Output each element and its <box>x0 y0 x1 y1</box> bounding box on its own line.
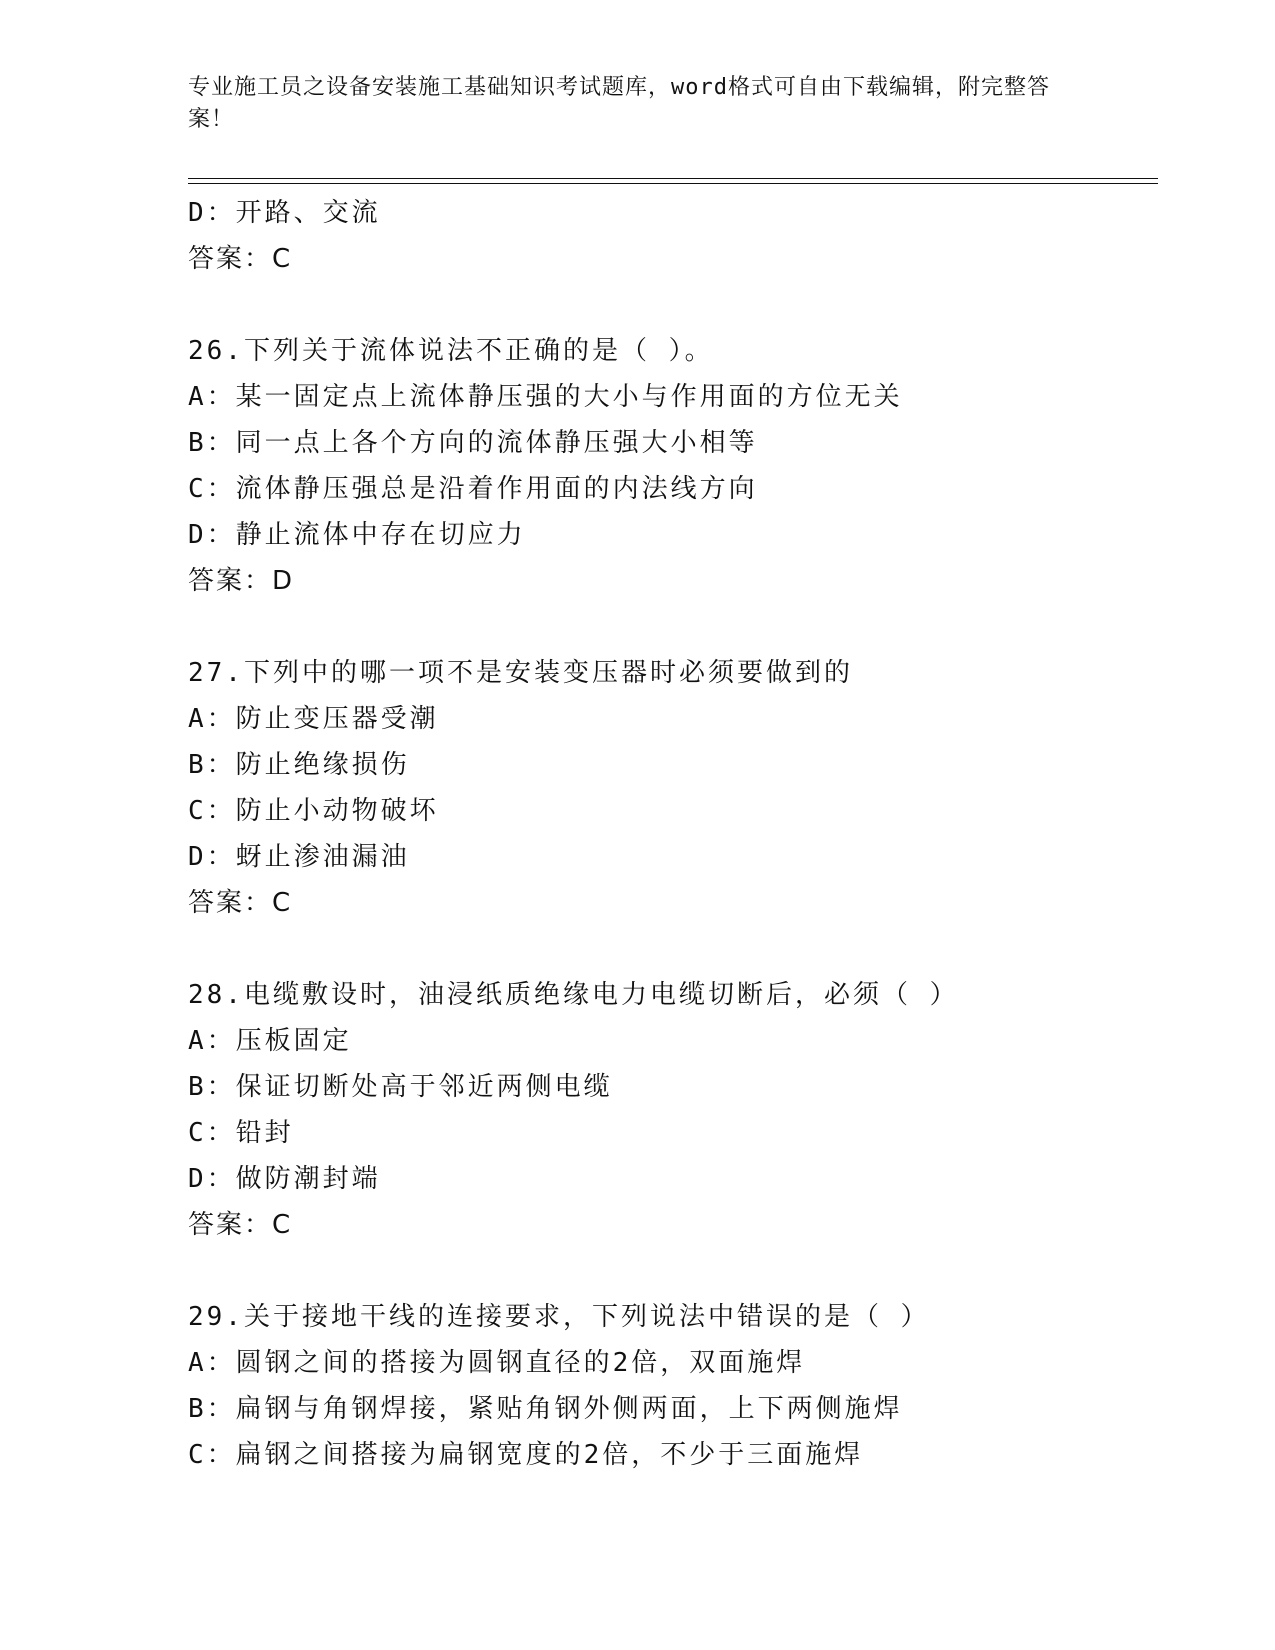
question-stem: 27.下列中的哪一项不是安装变压器时必须要做到的 <box>188 658 853 688</box>
option-line: C：铅封 <box>188 1118 294 1148</box>
question-29 <box>188 1294 1168 1478</box>
option-line: C：防止小动物破坏 <box>188 796 439 826</box>
answer-line: 答案：D <box>188 566 295 596</box>
spacer <box>188 1248 1168 1294</box>
answer-line: 答案：C <box>188 244 293 274</box>
option-line: A：某一固定点上流体静压强的大小与作用面的方位无关 <box>188 382 903 412</box>
option-line: D：做防潮封端 <box>188 1164 381 1194</box>
answer-line: 答案：C <box>188 888 293 918</box>
spacer <box>188 282 1168 328</box>
option-line: A：压板固定 <box>188 1026 352 1056</box>
option-line: B：保证切断处高于邻近两侧电缆 <box>188 1072 613 1102</box>
spacer <box>188 604 1168 650</box>
question-28 <box>188 972 1168 1248</box>
option-line: A：防止变压器受潮 <box>188 704 439 734</box>
document-header: 专业施工员之设备安装施工基础知识考试题库，word格式可自由下载编辑，附完整答案！ <box>188 75 1050 132</box>
question-list <box>188 190 1168 1478</box>
header-divider-bottom <box>188 183 1158 184</box>
answer-line: 答案：C <box>188 1210 293 1240</box>
header-divider-top <box>188 178 1158 179</box>
option-line: B：同一点上各个方向的流体静压强大小相等 <box>188 428 758 458</box>
spacer <box>188 926 1168 972</box>
option-line: B：防止绝缘损伤 <box>188 750 410 780</box>
option-line: D：蚜止渗油漏油 <box>188 842 410 872</box>
question-26 <box>188 328 1168 604</box>
question-27 <box>188 650 1168 926</box>
option-line: C：流体静压强总是沿着作用面的内法线方向 <box>188 474 758 504</box>
option-line: D：静止流体中存在切应力 <box>188 520 526 550</box>
option-line: A：圆钢之间的搭接为圆钢直径的2倍，双面施焊 <box>188 1348 806 1378</box>
question-stem: 29.关于接地干线的连接要求，下列说法中错误的是（ ） <box>188 1302 930 1332</box>
option-line: C：扁钢之间搭接为扁钢宽度的2倍，不少于三面施焊 <box>188 1440 864 1470</box>
question-stem: 28.电缆敷设时，油浸纸质绝缘电力电缆切断后，必须（ ） <box>188 980 959 1010</box>
option-line: B：扁钢与角钢焊接，紧贴角钢外侧两面，上下两侧施焊 <box>188 1394 903 1424</box>
question-stem: 26.下列关于流体说法不正确的是（ ）。 <box>188 336 714 366</box>
option-line: D：开路、交流 <box>188 198 381 228</box>
